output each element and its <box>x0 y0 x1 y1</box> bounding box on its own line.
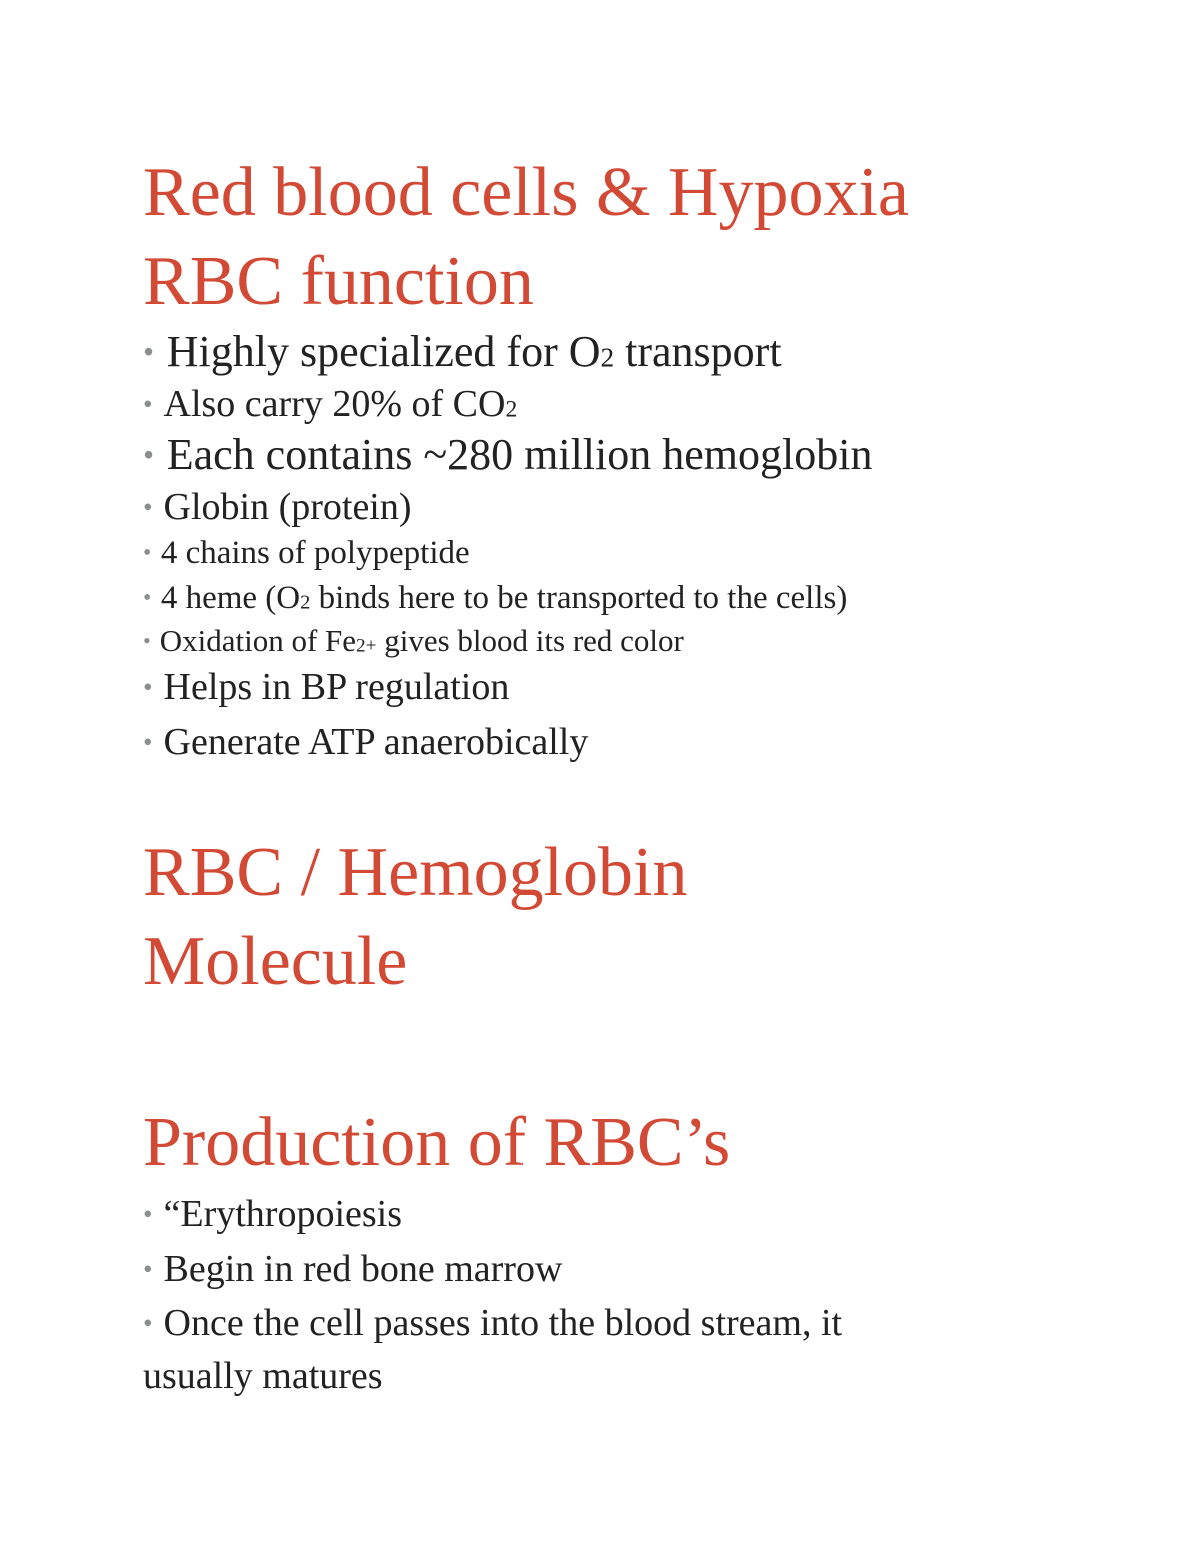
list-item: • Begin in red bone marrow <box>143 1248 563 1290</box>
bullet-icon: • <box>143 1198 153 1229</box>
bullet-icon: • <box>143 1307 153 1338</box>
list-item: • 4 heme (O2 binds here to be transported to the cells) <box>143 580 848 616</box>
list-item: • Also carry 20% of CO2 <box>143 383 518 425</box>
list-item-continuation: usually matures <box>143 1355 383 1397</box>
list-item: • Helps in BP regulation <box>143 666 510 708</box>
bullet-icon: • <box>143 671 153 702</box>
bullet-icon: • <box>143 726 153 757</box>
section-heading-hemoglobin: RBC / Hemoglobin <box>143 834 688 911</box>
list-item: • Once the cell passes into the blood stream, it <box>143 1302 843 1344</box>
list-item: • Generate ATP anaerobically <box>143 721 589 763</box>
bullet-icon: • <box>143 334 155 370</box>
bullet-icon: • <box>143 1253 153 1284</box>
section-heading-hemoglobin-line2: Molecule <box>143 923 408 1000</box>
bullet-icon: • <box>143 491 153 522</box>
list-item: • Globin (protein) <box>143 486 412 528</box>
list-item: • 4 chains of polypeptide <box>143 535 470 571</box>
bullet-icon: • <box>143 628 151 654</box>
list-item: • Highly specialized for O2 transport <box>143 327 782 376</box>
list-item: • Each contains ~280 million hemoglobin <box>143 430 873 479</box>
list-item: • Oxidation of Fe2+ gives blood its red color <box>143 623 684 658</box>
section-heading-production: Production of RBC’s <box>143 1104 731 1181</box>
bullet-icon: • <box>143 585 152 612</box>
page-title: Red blood cells & Hypoxia <box>143 154 910 231</box>
section-heading-rbc-function: RBC function <box>143 243 534 320</box>
list-item: • “Erythropoiesis <box>143 1193 403 1235</box>
bullet-icon: • <box>143 540 152 567</box>
bullet-icon: • <box>143 388 153 419</box>
bullet-icon: • <box>143 437 155 473</box>
